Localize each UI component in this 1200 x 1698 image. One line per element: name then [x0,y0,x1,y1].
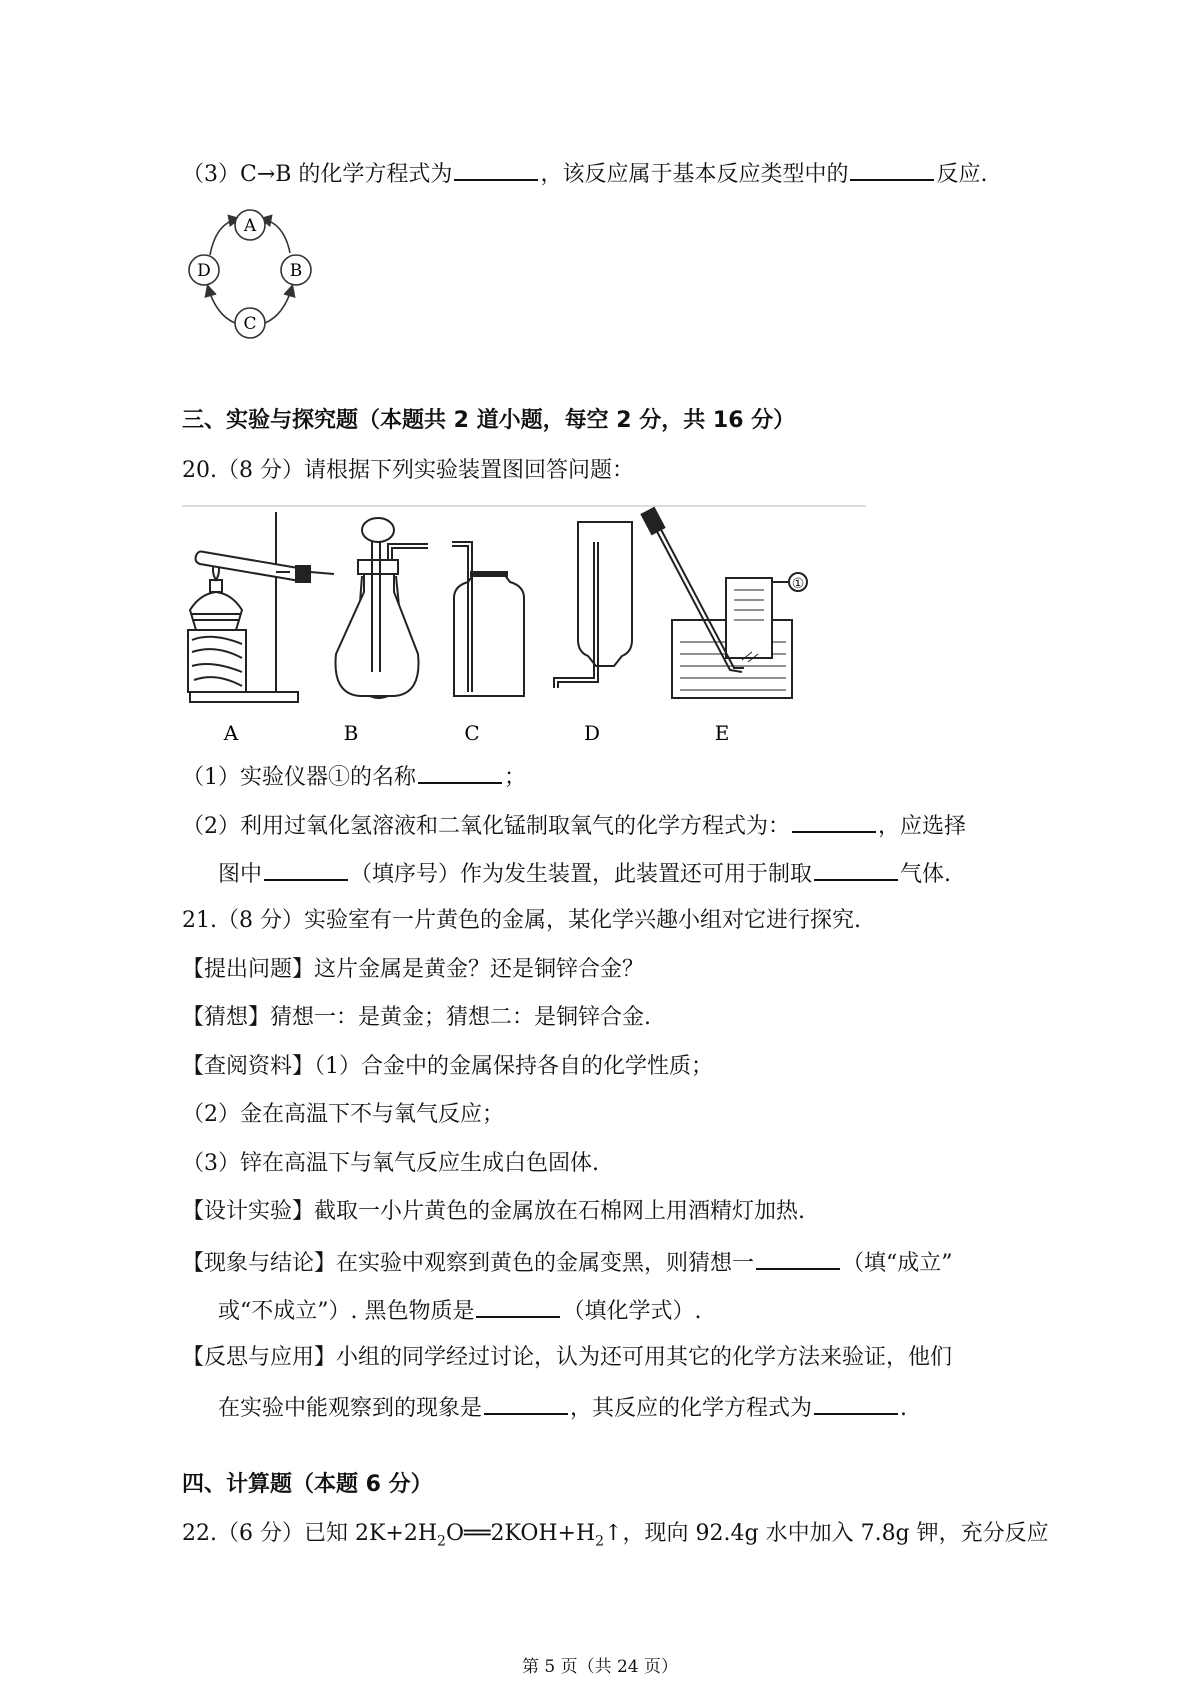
apparatus-b [336,518,429,698]
apparatus-c [452,542,524,696]
apparatus-label-e: E [714,721,730,742]
q22-line: 22.（6 分）已知 $2K+2H_2O══2KOH+H_2↑$，现向 92.4g 水中加入 7.8g 钾，充分反应 [182,1521,1049,1550]
apparatus-label-a: A [223,721,239,742]
q21-conclusion-line2: 或“不成立”）. 黑色物质是 （填化学式）. [218,1294,701,1327]
apparatus-label-d: D [583,721,601,742]
q21-design: 【设计实验】截取一小片黄色的金属放在石棉网上用酒精灯加热. [182,1199,805,1224]
apparatus-label-c: C [464,721,480,742]
q21-reflect-line1: 【反思与应用】小组的同学经过讨论，认为还可用其它的化学方法来验证，他们 [182,1345,953,1370]
section4-heading: 四、计算题（本题 6 分） [182,1472,433,1497]
answer-blank [484,1391,568,1415]
q21-ref1: 【查阅资料】（1）合金中的金属保持各自的化学性质； [182,1054,713,1079]
q21-question: 【提出问题】这片金属是黄金？还是铜锌合金？ [182,957,645,982]
apparatus-a [188,512,334,702]
apparatus-e [642,508,807,698]
apparatus-figure [182,502,882,742]
answer-blank [792,809,876,833]
page-footer: 第 5 页（共 24 页） [521,1657,679,1677]
svg-text:C: C [243,314,257,334]
q20-part1: （1）实验仪器①的名称 ； [182,760,526,793]
q21-guess: 【猜想】猜想一：是黄金；猜想二：是铜锌合金. [182,1005,651,1030]
answer-blank [454,157,538,181]
q19-part3-line: （3）C→B 的化学方程式为 ，该反应属于基本反应类型中的 反应. [182,157,987,190]
q21-conclusion-line1: 【现象与结论】在实验中观察到黄色的金属变黑，则猜想一 （填“成立” [182,1246,953,1279]
svg-text:A: A [243,216,257,236]
answer-blank [418,760,502,784]
q21-ref3: （3）锌在高温下与氧气反应生成白色固体. [182,1151,599,1176]
apparatus-d [554,522,632,688]
svg-text:B: B [289,261,303,281]
q20-part2-line2: 图中 （填序号）作为发生装置，此装置还可用于制取 气体. [218,857,951,890]
answer-blank [850,157,934,181]
answer-blank [814,857,898,881]
cycle-node-a [235,210,265,240]
cycle-node-b [281,255,311,285]
cycle-diagram [180,205,320,350]
section3-heading: 三、实验与探究题（本题共 2 道小题，每空 2 分，共 16 分） [182,408,796,433]
q21-ref2: （2）金在高温下不与氧气反应； [182,1102,504,1127]
cycle-node-c [235,308,265,338]
answer-blank [756,1246,840,1270]
svg-text:①: ① [791,576,805,592]
answer-blank [814,1391,898,1415]
q20-part2-line1: （2）利用过氧化氢溶液和二氧化锰制取氧气的化学方程式为： ，应选择 [182,809,966,842]
svg-text:D: D [197,261,211,281]
q21-reflect-line2: 在实验中能观察到的现象是 ，其反应的化学方程式为 . [218,1391,907,1424]
q21-stem: 21.（8 分）实验室有一片黄色的金属，某化学兴趣小组对它进行探究. [182,908,861,933]
q20-stem: 20.（8 分）请根据下列实验装置图回答问题： [182,458,634,483]
apparatus-label-b: B [343,721,359,742]
answer-blank [476,1294,560,1318]
cycle-node-d [189,255,219,285]
answer-blank [264,857,348,881]
